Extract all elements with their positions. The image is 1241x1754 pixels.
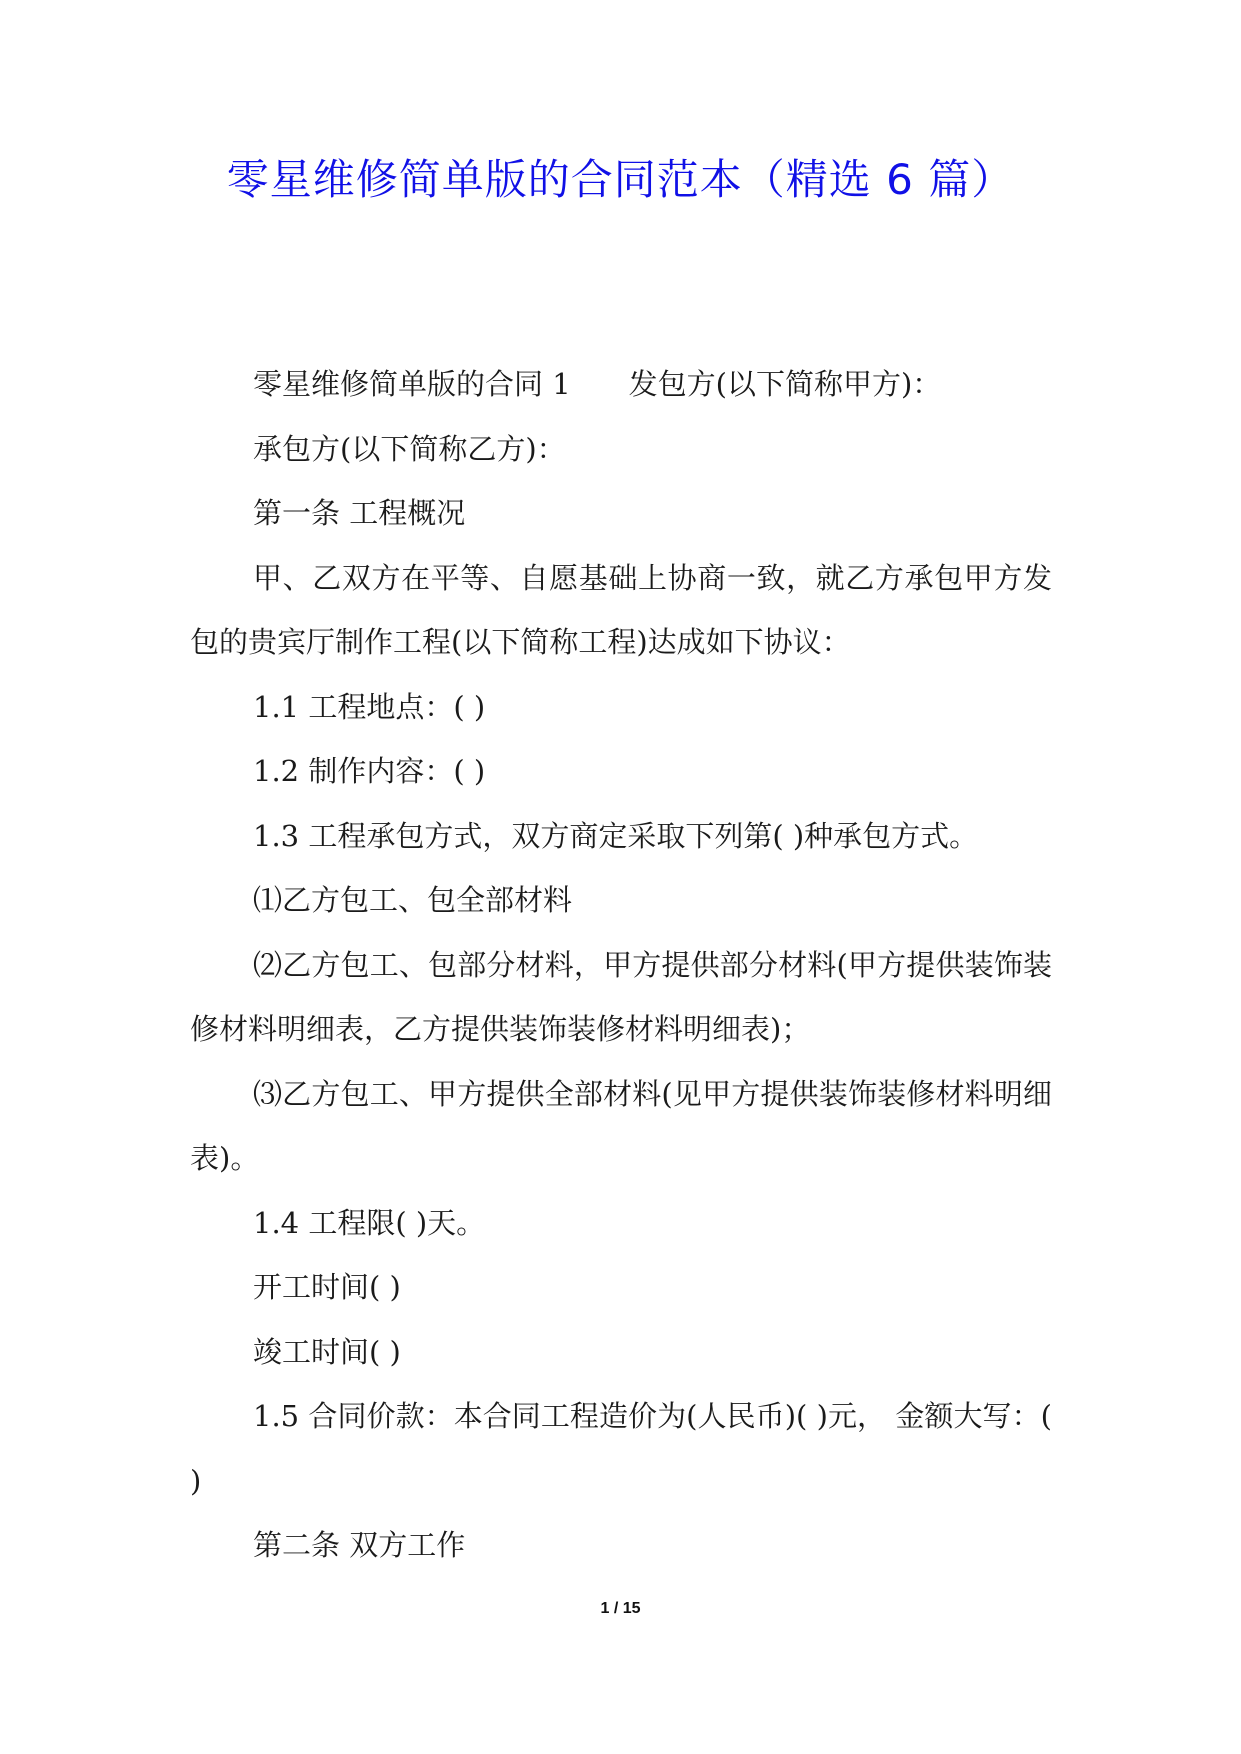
page-number: 1 / 15 [600, 1600, 641, 1617]
paragraph-contractor: 承包方(以下简称乙方)： [253, 431, 566, 466]
paragraph-intro-parties: 零星维修简单版的合同 1 发包方(以下简称甲方)： [253, 367, 942, 401]
clause-1-1: 1.1 工程地点：( ) [253, 689, 486, 724]
clause-1-2: 1.2 制作内容：( ) [253, 754, 486, 788]
paragraph-agreement: 甲、乙双方在平等、自愿基础上协商一致，就乙方承包甲方发包的贵宾厅制作工程(以下简称工程)达成如下协议： [190, 560, 1052, 659]
clause-1-3: 1.3 工程承包方式，双方商定采取下列第( )种承包方式。 [253, 818, 979, 853]
option-1: ⑴乙方包工、包全部材料 [253, 883, 573, 917]
document-title: 零星维修简单版的合同范本（精选 6 篇） [226, 155, 1015, 204]
article-2-heading: 第二条 双方工作 [253, 1528, 466, 1562]
document-body [190, 352, 1052, 1578]
start-date: 开工时间( ) [253, 1270, 401, 1304]
clause-1-4: 1.4 工程限( )天。 [253, 1205, 486, 1240]
option-2: ⑵乙方包工、包部分材料，甲方提供部分材料(甲方提供装饰装修材料明细表，乙方提供装饰装修材料明细表)； [190, 947, 1052, 1046]
completion-date: 竣工时间( ) [253, 1334, 401, 1369]
option-3: ⑶乙方包工、甲方提供全部材料(见甲方提供装饰装修材料明细表)。 [190, 1076, 1052, 1175]
clause-1-5: 1.5 合同价款：本合同工程造价为(人民币)( )元， 金额大写：( ) [190, 1399, 1052, 1498]
article-1-heading: 第一条 工程概况 [253, 496, 466, 530]
